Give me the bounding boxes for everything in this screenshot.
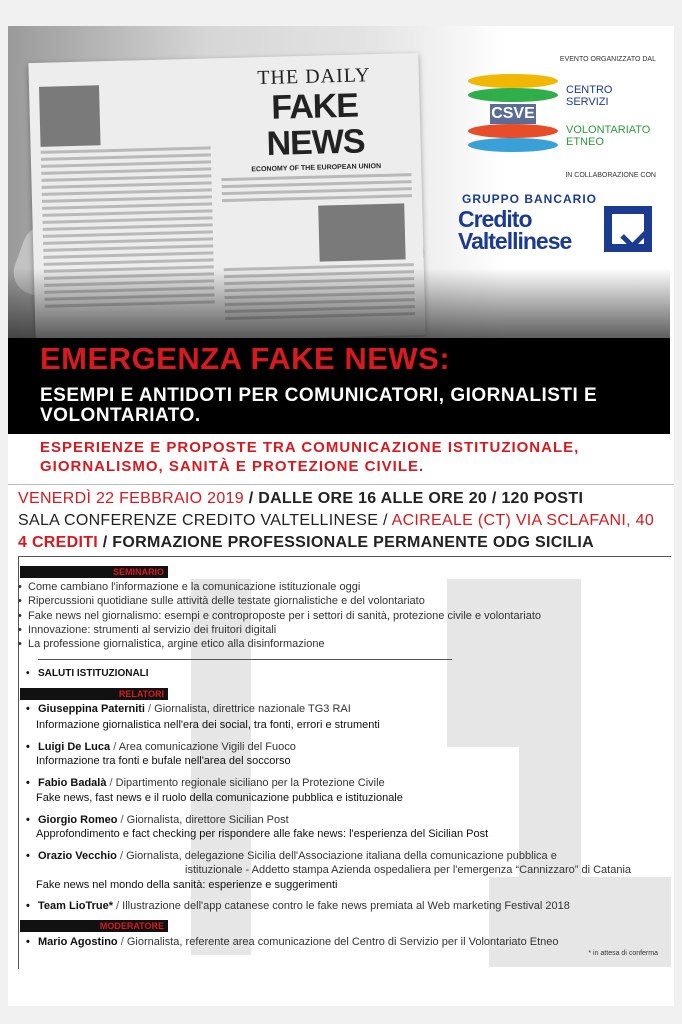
- organizer-line3: VOLONTARIATO: [566, 124, 651, 136]
- speaker-row: • Luigi De Luca / Area comunicazione Vigili del Fuoco: [38, 741, 296, 753]
- event-tagline: ESPERIENZE E PROPOSTE TRA COMUNICAZIONE ISTITUZIONALE, GIORNALISMO, SANITÀ E PROTEZIONE CIVILE.: [40, 439, 580, 475]
- speaker-topic: Informazione giornalistica nell'era dei social, tra fonti, errori e strumenti: [36, 719, 380, 731]
- organizer-line1: CENTRO: [566, 84, 613, 96]
- csve-wordmark: CSVE: [491, 105, 535, 122]
- speaker-row: • Giuseppina Paterniti / Giornalista, direttrice nazionale TG3 RAI: [38, 703, 351, 715]
- collaboration-label: IN COLLABORAZIONE CON: [565, 172, 656, 179]
- bank-name-line2: Valtellinese: [458, 228, 572, 254]
- seminar-item: • Innovazione: strumenti al servizio dei fruitori digitali: [28, 624, 276, 636]
- organizer-label: EVENTO ORGANIZZATO DAL: [559, 56, 656, 63]
- organizer-line2: SERVIZI: [566, 96, 609, 108]
- event-seats: 120 POSTI: [501, 490, 584, 507]
- hero-photo: [8, 26, 670, 338]
- moderator-row: • Mario Agostino / Giornalista, referente area comunicazione del Centro di Servizio per il Volontariato Etneo: [38, 936, 559, 948]
- speaker-row: • Team LioTrue* / Illustrazione dell'app catanese contro le fake news premiata al Web marketing Festival 2018: [38, 900, 570, 912]
- speaker-topic: Approfondimento e fact checking per rispondere alle fake news: l'esperienza del Sicilian Post: [36, 828, 489, 840]
- speaker-row: • Giorgio Romeo / Giornalista, direttore Sicilian Post: [38, 814, 289, 826]
- moderator-label: MODERATORE: [20, 920, 168, 932]
- event-time: DALLE ORE 16 ALLE ORE 20: [258, 490, 488, 507]
- bank-group-label: GRUPPO BANCARIO: [462, 192, 598, 206]
- seminar-item: • Fake news nel giornalismo: esempi e controproposte per i settori di sanità, protezione civile e volontariato: [28, 610, 541, 622]
- greetings: • SALUTI ISTITUZIONALI: [38, 668, 149, 679]
- confirmation-note: * in attesa di conferma: [588, 950, 658, 957]
- event-training: FORMAZIONE PROFESSIONALE PERMANENTE ODG SICILIA: [112, 534, 594, 551]
- hero-shadow: [8, 268, 670, 338]
- bank-logo-text: [458, 208, 571, 252]
- event-date: VENERDÌ 22 FEBBRAIO 2019: [18, 490, 244, 507]
- bank-check-icon: [604, 206, 652, 252]
- seminar-item: • Ripercussioni quotidiane sulle attività delle testate giornalistiche e del volontariato: [28, 595, 425, 607]
- event-credits: 4 CREDITI: [18, 534, 99, 551]
- seminar-item: • La professione giornalistica, argine etico alla disinformazione: [28, 638, 325, 650]
- event-subtitle: ESEMPI E ANTIDOTI PER COMUNICATORI, GIORNALISTI E VOLONTARIATO.: [40, 385, 598, 426]
- speaker-row: • Orazio Vecchio / Giornalista, delegazione Sicilia dell'Associazione italiana della comunicazione pubblica e: [38, 850, 557, 862]
- speaker-topic: Informazione tra fonti e bufale nell'area del soccorso: [36, 755, 291, 767]
- newspaper-masthead: THE DAILY: [257, 64, 371, 90]
- speakers-label: RELATORI: [20, 688, 168, 700]
- newspaper-headline: FAKE NEWS: [266, 86, 366, 163]
- seminar-item: • Come cambiano l'informazione e la comunicazione istituzionale oggi: [28, 581, 360, 593]
- speaker-role-continued: istituzionale - Addetto stampa Azienda ospedaliera per l'emergenza “Cannizzaro” di Catania: [185, 864, 632, 876]
- info-line-credits: 4 CREDITI / FORMAZIONE PROFESSIONALE PERMANENTE ODG SICILIA: [18, 534, 594, 551]
- bank-name-line1: Credito: [458, 206, 532, 232]
- speaker-topic: Fake news nel mondo della sanità: esperienze e suggerimenti: [36, 879, 338, 891]
- speaker-row: • Fabio Badalà / Dipartimento regionale siciliano per la Protezione Civile: [38, 777, 385, 789]
- event-place: ACIREALE (CT) VIA SCLAFANI, 40: [391, 512, 655, 529]
- speaker-topic: Fake news, fast news e il ruolo della comunicazione pubblica e istituzionale: [36, 792, 403, 804]
- info-line-venue: SALA CONFERENZE CREDITO VALTELLINESE / ACIREALE (CT) VIA SCLAFANI, 40: [18, 512, 655, 529]
- event-venue: SALA CONFERENZE CREDITO VALTELLINESE: [18, 512, 379, 529]
- organizer-line4: ETNEO: [566, 136, 604, 148]
- newspaper-subhead: ECONOMY OF THE EUROPEAN UNION: [251, 162, 382, 174]
- event-title: EMERGENZA FAKE NEWS:: [40, 341, 451, 376]
- info-line-date: VENERDÌ 22 FEBBRAIO 2019 / DALLE ORE 16 ALLE ORE 20 / 120 POSTI: [18, 490, 584, 507]
- divider: [8, 484, 674, 485]
- csve-logo: [468, 74, 558, 156]
- seminar-label: SEMINARIO: [20, 566, 168, 578]
- divider: [38, 659, 452, 660]
